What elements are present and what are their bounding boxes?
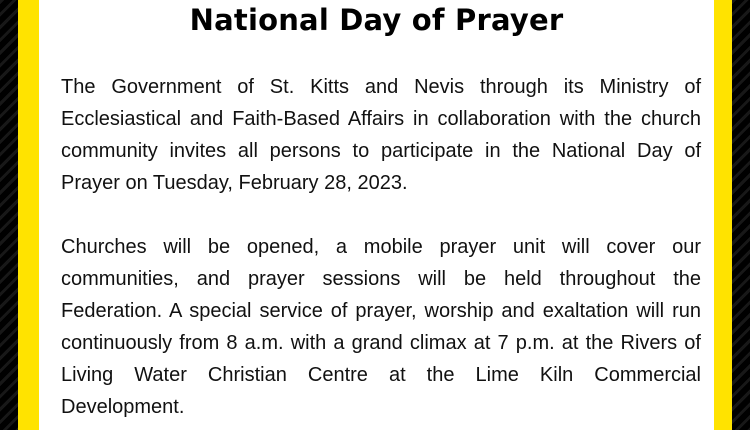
left-edge-pattern	[0, 0, 18, 430]
paragraph-event-details: Churches will be opened, a mobile prayer unit will cover our communities, and prayer sessions will be held throughout the Federation. A special service of prayer, worship and exaltation will run continuously from 8 a.m. with a grand climax at 7 p.m. at the Rivers of Living Water Christian Centre at the Lime Kiln Commercial Development.	[61, 236, 701, 418]
paragraph-invitation: The Government of St. Kitts and Nevis through its Ministry of Ecclesiastical and Faith-Based Affairs in collaboration with the church community invites all persons to participate in the National Day of Prayer on Tuesday, February 28, 2023.	[61, 76, 701, 194]
right-edge-pattern	[732, 0, 750, 430]
notice-panel	[39, 0, 714, 430]
notice-title: National Day of Prayer	[189, 3, 564, 37]
